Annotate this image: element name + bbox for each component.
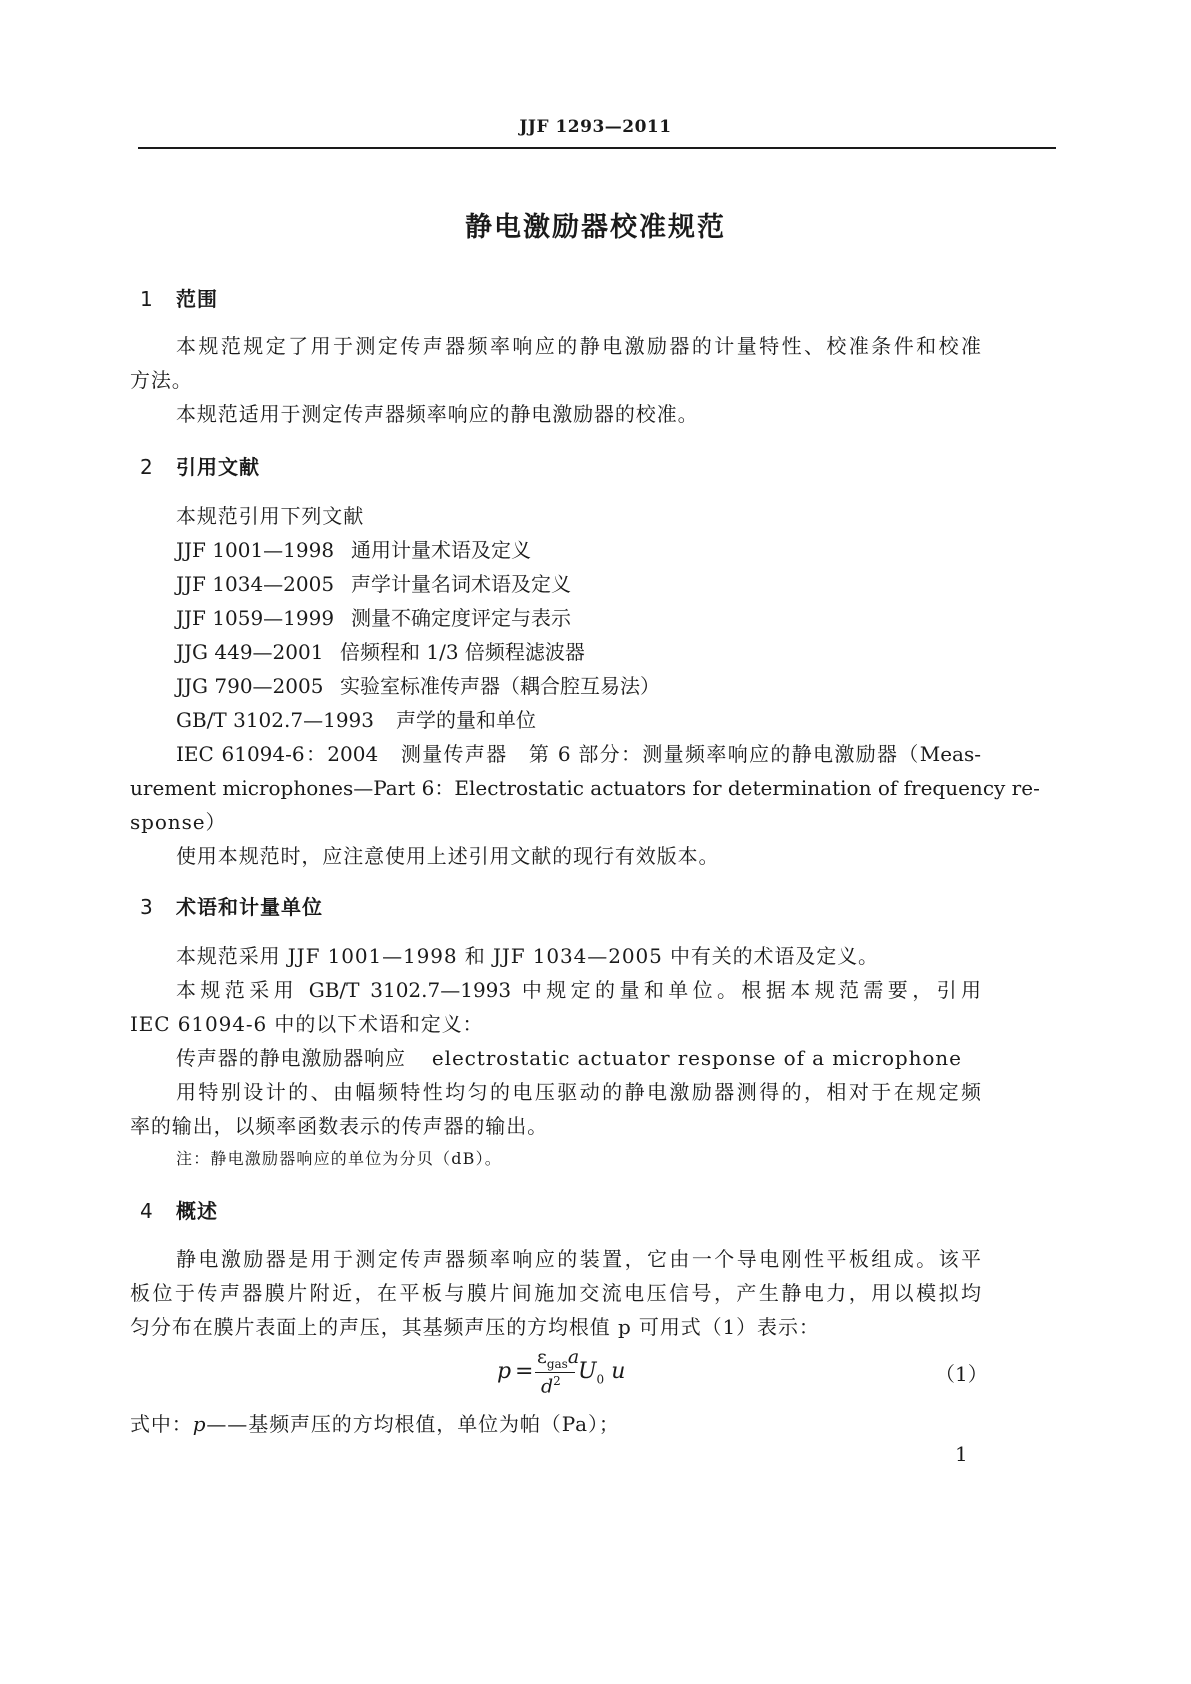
section-number: 3 <box>140 895 154 919</box>
reference-title: 测量不确定度评定与表示 <box>351 606 571 630</box>
paragraph-line: sponse） <box>130 810 227 834</box>
reference-code: JJG 790—2005 <box>176 674 324 698</box>
where-symbol: p <box>192 1412 207 1436</box>
paragraph-line: 本规范规定了用于测定传声器频率响应的静电激励器的计量特性、校准条件和校准 <box>176 334 981 358</box>
section-4-heading <box>140 1195 218 1224</box>
paragraph-line: IEC 61094-6 中的以下术语和定义： <box>130 1012 484 1036</box>
paragraph-line: 匀分布在膜片表面上的声压，其基频声压的方均根值 p 可用式（1）表示： <box>130 1315 820 1339</box>
reference-item <box>176 602 571 631</box>
reference-code: JJF 1034—2005 <box>176 572 335 596</box>
reference-item <box>176 636 585 665</box>
term-entry <box>176 1042 962 1071</box>
equation-numerator: $\varepsilon_{gas}a$ <box>537 1346 580 1371</box>
paragraph-line: 板位于传声器膜片附近，在平板与膜片间施加交流电压信号，产生静电力，用以模拟均 <box>130 1281 981 1305</box>
section-title: 范围 <box>176 287 218 311</box>
paragraph-line: 使用本规范时，应注意使用上述引用文献的现行有效版本。 <box>176 844 720 868</box>
reference-item-iec: IEC 61094-6：2004 测量传声器 第 6 部分：测量频率响应的静电激励器（Meas- <box>176 742 981 766</box>
equation-lhs: p <box>497 1359 512 1384</box>
paragraph-line: urement microphones—Part 6：Electrostatic actuators for determination of frequency re- <box>130 776 1040 800</box>
paragraph-line: 本规范适用于测定传声器频率响应的静电激励器的校准。 <box>176 402 699 426</box>
section-number: 1 <box>140 287 154 311</box>
reference-item <box>176 704 536 733</box>
paragraph-line: 用特别设计的、由幅频特性均匀的电压驱动的静电激励器测得的，相对于在规定频 <box>176 1080 981 1104</box>
section-3-heading <box>140 891 323 920</box>
where-definition: ——基频声压的方均根值，单位为帕（Pa）； <box>206 1412 620 1436</box>
term-chinese: 传声器的静电激励器响应 <box>176 1046 406 1070</box>
section-number: 2 <box>140 455 154 479</box>
section-title: 概述 <box>176 1199 218 1223</box>
paragraph-line: 率的输出，以频率函数表示的传声器的输出。 <box>130 1114 548 1138</box>
section-1-heading <box>140 283 218 312</box>
term-english: electrostatic actuator response of a microphone <box>431 1046 962 1070</box>
page-number: 1 <box>955 1442 968 1466</box>
reference-item <box>176 568 571 597</box>
reference-code: JJG 449—2001 <box>176 640 324 664</box>
reference-item <box>176 670 660 699</box>
fraction-bar <box>535 1372 575 1373</box>
where-prefix: 式中： <box>130 1412 193 1436</box>
reference-title: 实验室标准传声器（耦合腔互易法） <box>340 674 660 698</box>
equation-denominator: $d^2$ <box>541 1374 561 1398</box>
equation-number: （1） <box>935 1362 988 1386</box>
paragraph-line: 本规范引用下列文献 <box>176 504 365 528</box>
reference-title: 通用计量术语及定义 <box>351 538 531 562</box>
reference-code: GB/T 3102.7—1993 <box>176 708 374 732</box>
section-number: 4 <box>140 1199 154 1223</box>
note-text: 注：静电激励器响应的单位为分贝（dB）。 <box>176 1149 503 1168</box>
section-2-heading <box>140 451 260 480</box>
paragraph-line: 本规范采用 GB/T 3102.7—1993 中规定的量和单位。根据本规范需要，引用 <box>176 978 981 1002</box>
reference-title: 声学的量和单位 <box>396 708 536 732</box>
reference-item <box>176 534 531 563</box>
header-rule <box>138 147 1056 149</box>
paragraph-line: 本规范采用 JJF 1001—1998 和 JJF 1034—2005 中有关的术语及定义。 <box>176 944 879 968</box>
reference-code: JJF 1059—1999 <box>176 606 335 630</box>
section-title: 引用文献 <box>176 455 260 479</box>
section-title: 术语和计量单位 <box>176 895 323 919</box>
equation-factor: $U_0$ u <box>578 1359 626 1387</box>
paragraph-line: 静电激励器是用于测定传声器频率响应的装置，它由一个导电刚性平板组成。该平 <box>176 1247 981 1271</box>
reference-title: 倍频程和 1/3 倍频程滤波器 <box>340 640 585 664</box>
document-title: 静电激励器校准规范 <box>465 212 726 243</box>
reference-code: JJF 1001—1998 <box>176 538 335 562</box>
equation-equals: = <box>515 1359 534 1384</box>
paragraph-line: 方法。 <box>130 368 193 392</box>
running-header: JJF 1293—2011 <box>519 117 672 137</box>
where-clause <box>130 1408 620 1437</box>
reference-title: 声学计量名词术语及定义 <box>351 572 571 596</box>
